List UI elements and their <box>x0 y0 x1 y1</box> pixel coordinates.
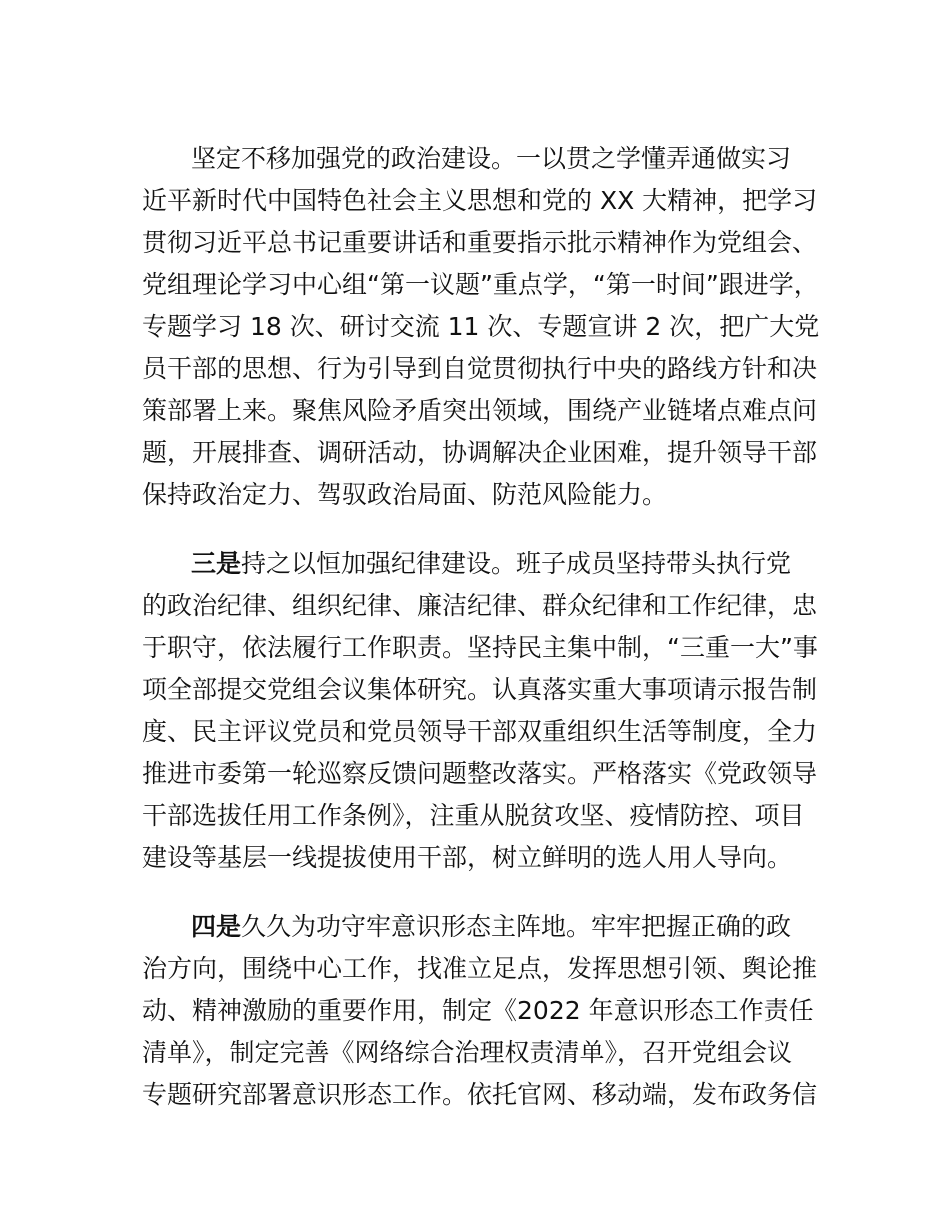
paragraph-1-line-3: 贯彻习近平总书记重要讲话和重要指示批示精神作为党组会、 <box>142 228 818 257</box>
paragraph-3-line-4: 清单》，制定完善《网络综合治理权责清单》，召开党组会议 <box>142 1038 793 1067</box>
paragraph-1-line-2: 近平新时代中国特色社会主义思想和党的 XX 大精神，把学习 <box>142 186 818 215</box>
paragraph-2-lead: 三是 <box>191 549 242 578</box>
paragraph-1-line-9: 保持政治定力、驾驭政治局面、防范风险能力。 <box>142 480 668 509</box>
paragraph-2-line-1 <box>191 546 791 582</box>
paragraph-2-line-6: 推进市委第一轮巡察反馈问题整改落实。严格落实《党政领导 <box>142 759 818 788</box>
paragraph-3-line-1-text: 久久为功守牢意识形态主阵地。牢牢把握正确的政 <box>241 912 792 941</box>
paragraph-3-line-2: 治方向，围绕中心工作，找准立足点，发挥思想引领、舆论推 <box>142 954 818 983</box>
paragraph-2-line-4: 项全部提交党组会议集体研究。认真落实重大事项请示报告制 <box>142 675 818 704</box>
paragraph-3-lead: 四是 <box>191 912 242 941</box>
paragraph-1-line-4: 党组理论学习中心组“第一议题”重点学，“第一时间”跟进学， <box>142 270 819 299</box>
paragraph-2-line-2: 的政治纪律、组织纪律、廉洁纪律、群众纪律和工作纪律，忠 <box>142 591 818 620</box>
paragraph-3-line-3: 动、精神激励的重要作用，制定《2022 年意识形态工作责任 <box>142 996 814 1025</box>
paragraph-2-line-7: 干部选拔任用工作条例》，注重从脱贫攻坚、疫情防控、项目 <box>142 801 805 830</box>
paragraph-2-line-3: 于职守，依法履行工作职责。坚持民主集中制，“三重一大”事 <box>142 633 818 662</box>
paragraph-3-line-1 <box>191 909 791 945</box>
paragraph-1-line-7: 策部署上来。聚焦风险矛盾突出领域，围绕产业链堵点难点问 <box>142 396 818 425</box>
paragraph-2-line-1-text: 持之以恒加强纪律建设。班子成员坚持带头执行党 <box>241 549 792 578</box>
paragraph-1-line-6: 员干部的思想、行为引导到自觉贯彻执行中央的路线方针和决 <box>142 354 818 383</box>
paragraph-1-line-5: 专题学习 18 次、研讨交流 11 次、专题宣讲 2 次，把广大党 <box>142 312 820 341</box>
paragraph-2-line-5: 度、民主评议党员和党员领导干部双重组织生活等制度，全力 <box>142 717 818 746</box>
paragraph-3-line-5: 专题研究部署意识形态工作。依托官网、移动端，发布政务信 <box>142 1080 818 1109</box>
paragraph-1-line-8: 题，开展排查、调研活动，协调解决企业困难，提升领导干部 <box>142 438 818 467</box>
paragraph-1-line-1: 坚定不移加强党的政治建设。一以贯之学懂弄通做实习 <box>191 144 792 173</box>
paragraph-2-line-8: 建设等基层一线提拔使用干部，树立鲜明的选人用人导向。 <box>142 843 793 872</box>
